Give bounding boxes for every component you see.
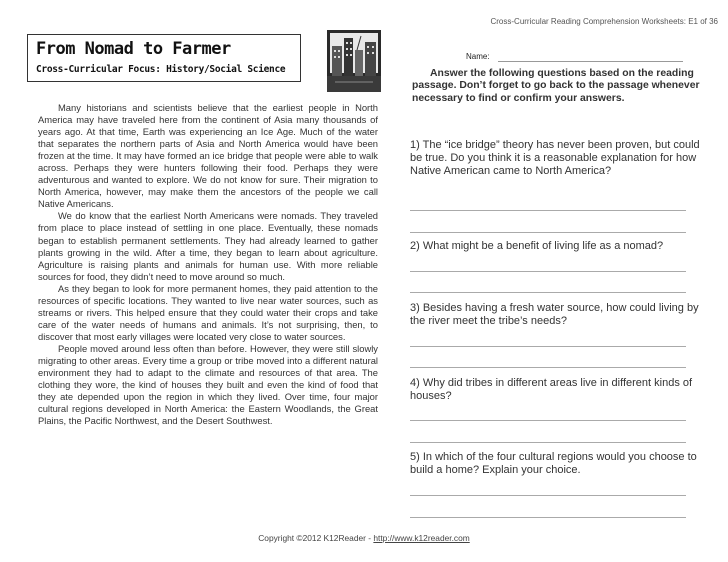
question-5: 5) In which of the four cultural regions would you choose to build a home? Explain your choice.	[410, 451, 697, 477]
series-label: Cross-Curricular Reading Comprehension Worksheets: E1 of 36	[490, 17, 718, 26]
footer	[0, 533, 728, 543]
reading-passage	[38, 102, 378, 427]
name-label: Name:	[466, 52, 490, 61]
answer-line[interactable]	[410, 495, 686, 496]
answer-line[interactable]	[410, 442, 686, 443]
copyright-text: Copyright ©2012 K12Reader -	[258, 533, 374, 543]
question-3: 3) Besides having a fresh water source, how could living by the river meet the tribe’s needs?	[410, 302, 699, 328]
name-line[interactable]	[498, 61, 683, 62]
worksheet-subtitle: Cross-Curricular Focus: History/Social Science	[36, 64, 286, 75]
answer-line[interactable]	[410, 367, 686, 368]
answer-line[interactable]	[410, 271, 686, 272]
passage-paragraph: Many historians and scientists believe that the earliest people in North America may have traveled here from the continent of Asia many thousands of years ago. At that time, Earth was experiencing an Ice Age. Much of the water that separates the northern parts of Asia and North America would have been frozen at the time. It may have formed an ice bridge that people were able to walk across. Perhaps they were hunters following their food. Perhaps they were adventurous and wanted to explore. We do not know for sure. Their migration to North America, however, may make them the ancestors of the people we call Native Americans.	[38, 102, 378, 210]
name-field[interactable]	[466, 52, 686, 61]
k12reader-link[interactable]: http://www.k12reader.com	[373, 533, 470, 543]
answer-line[interactable]	[410, 346, 686, 347]
answer-line[interactable]	[410, 292, 686, 293]
city-buildings-icon	[327, 30, 381, 92]
question-1: 1) The “ice bridge” theory has never been proven, but could be true. Do you think it is a reasonable explanation for how Native American came to North America?	[410, 139, 700, 178]
passage-paragraph: As they began to look for more permanent homes, they paid attention to the resources of specific locations. They wanted to live near water sources, such as streams or rivers. This helped ensure that they could water their crops and take care of the water needs of humans and animals. It’s not surprising, then, to discover that most early villages were located very close to water sources.	[38, 282, 378, 342]
answer-line[interactable]	[410, 420, 686, 421]
question-2: 2) What might be a benefit of living life as a nomad?	[410, 240, 664, 252]
answer-line[interactable]	[410, 517, 686, 518]
instructions: Answer the following questions based on the reading passage. Don’t forget to go back to the passage whenever necessary to find or confirm your answers.	[412, 68, 700, 104]
title-block	[27, 34, 301, 82]
passage-paragraph: We do know that the earliest North Americans were nomads. They traveled from place to place instead of settling in one place. Eventually, these nomads began to establish permanent settlements. They had already learned to gather plants growing in the wild. After a time, they began to learn about agriculture. Agriculture is raising plants and animals for human use. With more reliable sources for food, they didn’t need to move around so much.	[38, 210, 378, 282]
answer-line[interactable]	[410, 232, 686, 233]
answer-line[interactable]	[410, 210, 686, 211]
question-4: 4) Why did tribes in different areas live in different kinds of houses?	[410, 377, 693, 403]
worksheet-title: From Nomad to Farmer	[36, 39, 231, 59]
passage-paragraph: People moved around less often than before. However, they were still slowly migrating to other areas. Every time a group or tribe moved into a different natural environment they had to adapt to the climate and resources of that area. The clothing they wore, the kind of houses they built and even the kind of food that they ate depended upon the region in which they lived. Over time, four major cultural regions developed in North America: the Eastern Woodlands, the Great Plains, the Pacific Northwest, and the Desert Southwest.	[38, 342, 378, 427]
